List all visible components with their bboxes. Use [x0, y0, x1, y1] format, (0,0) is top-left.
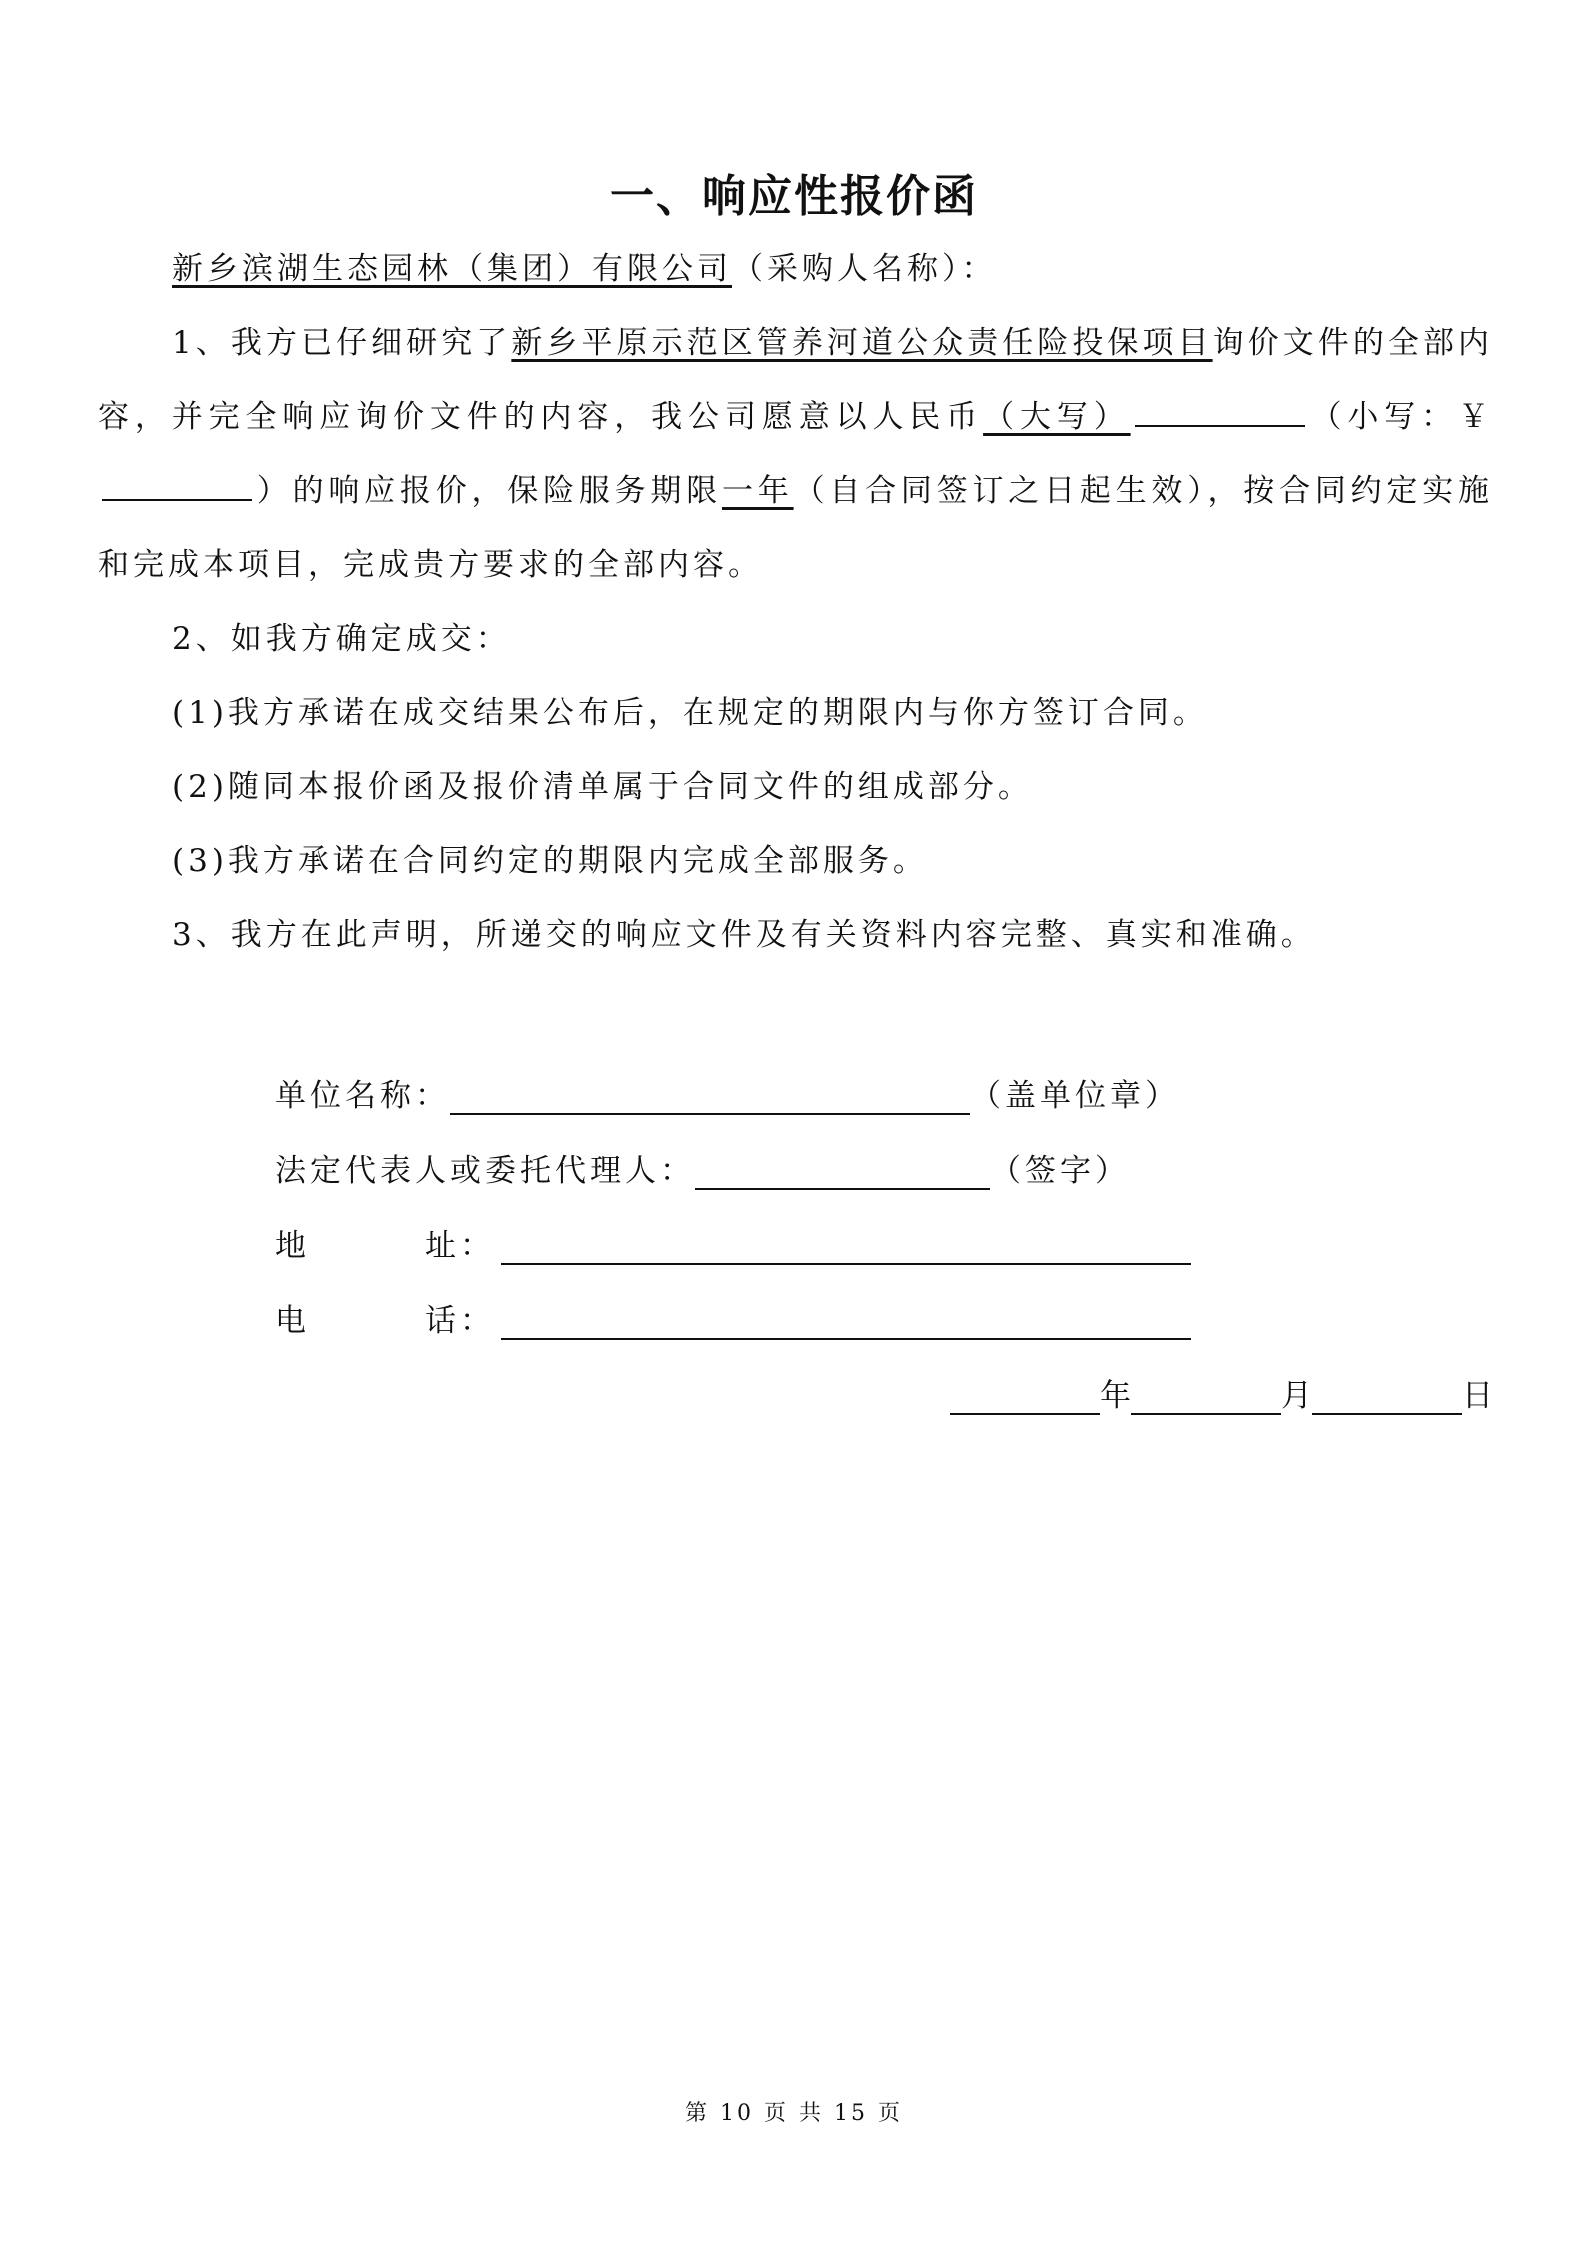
signature-note: （签字）	[990, 1153, 1130, 1189]
para1-text-3: （自合同签订之日起生效），按合同约定实施和完成本项目，完成贵方要求的全部内容。	[98, 473, 1494, 583]
year-blank[interactable]	[950, 1383, 1100, 1415]
clause-1: (1)我方承诺在成交结果公布后，在规定的期限内与你方签订合同。	[172, 695, 1208, 731]
unit-name-label: 单位名称：	[275, 1078, 450, 1114]
phone-blank[interactable]	[501, 1308, 1191, 1340]
phone-label-a: 电	[275, 1303, 310, 1339]
address-row	[275, 1220, 1191, 1265]
address-label-a: 地	[275, 1228, 310, 1264]
representative-blank[interactable]	[695, 1158, 990, 1190]
para1-text-2: ）的响应报价，保险服务期限	[256, 473, 722, 509]
month-blank[interactable]	[1131, 1383, 1281, 1415]
address-label-b: 址：	[425, 1228, 495, 1264]
addressee-line	[98, 232, 1493, 306]
para1-prefix: 1、我方已仔细研究了	[172, 325, 512, 361]
month-label: 月	[1281, 1378, 1312, 1414]
unit-name-blank[interactable]	[450, 1083, 970, 1115]
clause-2: (2)随同本报价函及报价清单属于合同文件的组成部分。	[172, 769, 1033, 805]
representative-row	[275, 1145, 1130, 1190]
day-label: 日	[1462, 1378, 1493, 1414]
address-blank[interactable]	[501, 1233, 1191, 1265]
day-blank[interactable]	[1312, 1383, 1462, 1415]
amount-daxie-label: （大写）	[983, 399, 1131, 435]
date-row	[950, 1370, 1493, 1415]
amount-xiaoxie-label: （小写：￥	[1308, 399, 1494, 435]
representative-label: 法定代表人或委托代理人：	[275, 1153, 695, 1189]
amount-daxie-blank[interactable]	[1135, 395, 1305, 427]
service-term: 一年	[722, 473, 794, 509]
unit-name-row	[275, 1070, 1180, 1115]
purchaser-suffix: （采购人名称）：	[732, 251, 997, 287]
paragraph-1	[98, 306, 1493, 602]
clause-3: (3)我方承诺在合同约定的期限内完成全部服务。	[172, 843, 928, 879]
phone-label-b: 话：	[425, 1303, 495, 1339]
project-name: 新乡平原示范区管养河道公众责任险投保项目	[511, 325, 1213, 361]
phone-row	[275, 1295, 1191, 1340]
purchaser-name: 新乡滨湖生态园林（集团）有限公司	[172, 251, 732, 287]
unit-seal-note: （盖单位章）	[970, 1078, 1180, 1114]
year-label: 年	[1100, 1378, 1131, 1414]
para1-text: 询价文件的全部内容，并完全响应询价文件的内容，我公司愿意以人民币	[98, 325, 1494, 435]
page-footer: 第 10 页 共 15 页	[685, 2101, 903, 2126]
paragraph-3: 3、我方在此声明，所递交的响应文件及有关资料内容完整、真实和准确。	[172, 917, 1316, 953]
paragraph-2: 2、如我方确定成交：	[172, 621, 511, 657]
amount-xiaoxie-blank[interactable]	[102, 469, 252, 501]
page-title: 一、响应性报价函	[610, 171, 978, 222]
